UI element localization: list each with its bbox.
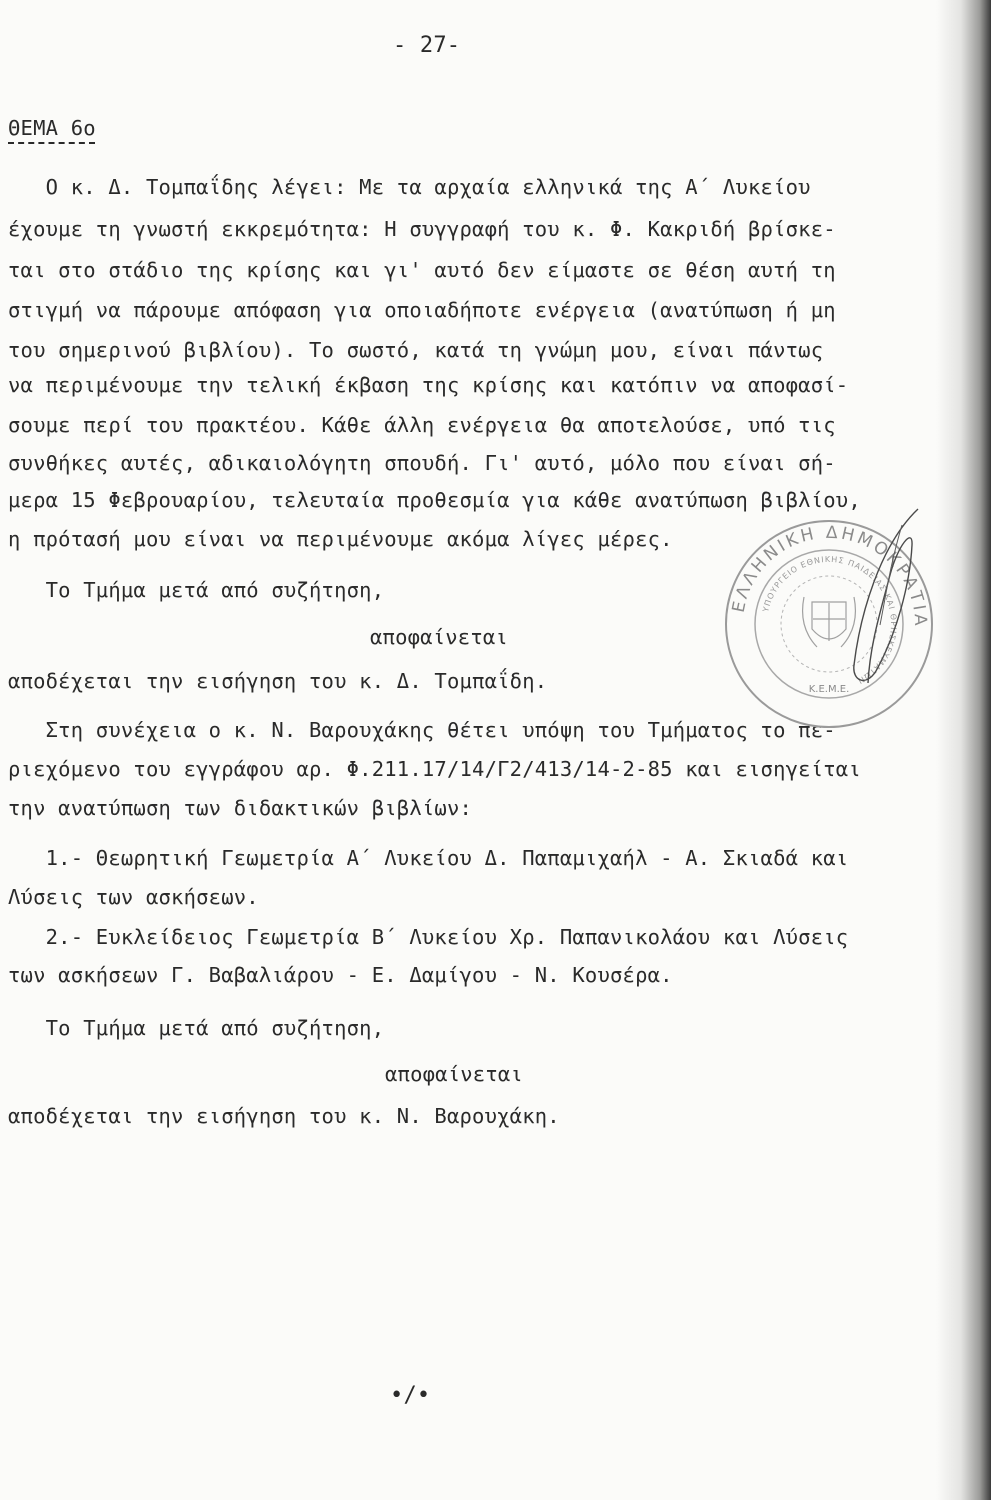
text-line: η πρότασή μου είναι να περιμένουμε ακόμα λίγες μέρες. — [8, 527, 673, 551]
text-line: Στη συνέχεια ο κ. Ν. Βαρουχάκης θέτει υπόψη του Τμήματος το πε- — [8, 718, 836, 742]
text-line: σουμε περί του πρακτέου. Κάθε άλλη ενέργεια θα αποτελούσε, υπό τις — [8, 413, 836, 437]
stamp-bottom-text: Κ.Ε.Μ.Ε. — [808, 684, 850, 695]
text-line: του σημερινού βιβλίου). Το σωστό, κατά τη γνώμη μου, είναι πάντως — [8, 338, 824, 362]
page-edge-shadow — [936, 0, 991, 1500]
list-item: 1.- Θεωρητική Γεωμετρία Α΄ Λυκείου Δ. Παπαμιχαήλ - Α. Σκιαδά και — [8, 846, 849, 870]
discussion-line: Το Τμήμα μετά από συζήτηση, — [8, 578, 385, 602]
text-line: των ασκήσεων Γ. Βαβαλιάρου - Ε. Δαμίγου - Ν. Κουσέρα. — [8, 963, 673, 987]
text-line: ται στο στάδιο της κρίσης και γι' αυτό δεν είμαστε σε θέση αυτή τη — [8, 258, 836, 282]
decision-word: αποφαίνεται — [385, 1062, 523, 1086]
discussion-line: Το Τμήμα μετά από συζήτηση, — [8, 1016, 385, 1040]
acceptance-line: αποδέχεται την εισήγηση του κ. Ν. Βαρουχάκη. — [8, 1104, 560, 1128]
stamp-inner-text: ΥΠΟΥΡΓΕΙΟ ΕΘΝΙΚΗΣ ΠΑΙΔΕΙΑΣ ΚΑΙ ΘΡΗΣΚΕΥΜΑΤΩΝ — [761, 554, 899, 686]
text-line: να περιμένουμε την τελική έκβαση της κρίσης και κατόπιν να αποφασί- — [8, 373, 849, 397]
text-line: στιγμή να πάρουμε απόφαση για οποιαδήποτε ενέργεια (ανατύπωση ή μη — [8, 298, 836, 322]
text-line: ριεχόμενο του εγγράφου αρ. Φ.211.17/14/Γ2/413/14-2-85 και εισηγείται — [8, 757, 861, 781]
text-line: συνθήκες αυτές, αδικαιολόγητη σπουδή. Γι' αυτό, μόλο που είναι σή- — [8, 451, 836, 475]
stamp-outer-text: ΕΛΛΗΝΙΚΗ ΔΗΜΟΚΡΑΤΙΑ — [728, 522, 931, 629]
section-heading: ΘΕΜΑ 6ο — [8, 116, 96, 140]
list-item: 2.- Ευκλείδειος Γεωμετρία Β΄ Λυκείου Χρ. Παπανικολάου και Λύσεις — [8, 925, 849, 949]
text-line: μερα 15 Φεβρουαρίου, τελευταία προθεσμία για κάθε ανατύπωση βιβλίου, — [8, 488, 861, 512]
signature-scribble — [840, 505, 930, 695]
decision-word: αποφαίνεται — [370, 625, 508, 649]
text-line: Λύσεις των ασκήσεων. — [8, 885, 259, 909]
text-line: την ανατύπωση των διδακτικών βιβλίων: — [8, 796, 473, 820]
page-number: - 27- — [393, 33, 461, 58]
text-line: έχουμε τη γνωστή εκκρεμότητα: Η συγγραφή του κ. Φ. Κακριδή βρίσκε- — [8, 217, 836, 241]
text-line: Ο κ. Δ. Τομπαΐδης λέγει: Με τα αρχαία ελληνικά της Α΄ Λυκείου — [8, 175, 811, 199]
continuation-mark: •/• — [390, 1383, 431, 1408]
acceptance-line: αποδέχεται την εισήγηση του κ. Δ. Τομπαΐδη. — [8, 669, 548, 693]
